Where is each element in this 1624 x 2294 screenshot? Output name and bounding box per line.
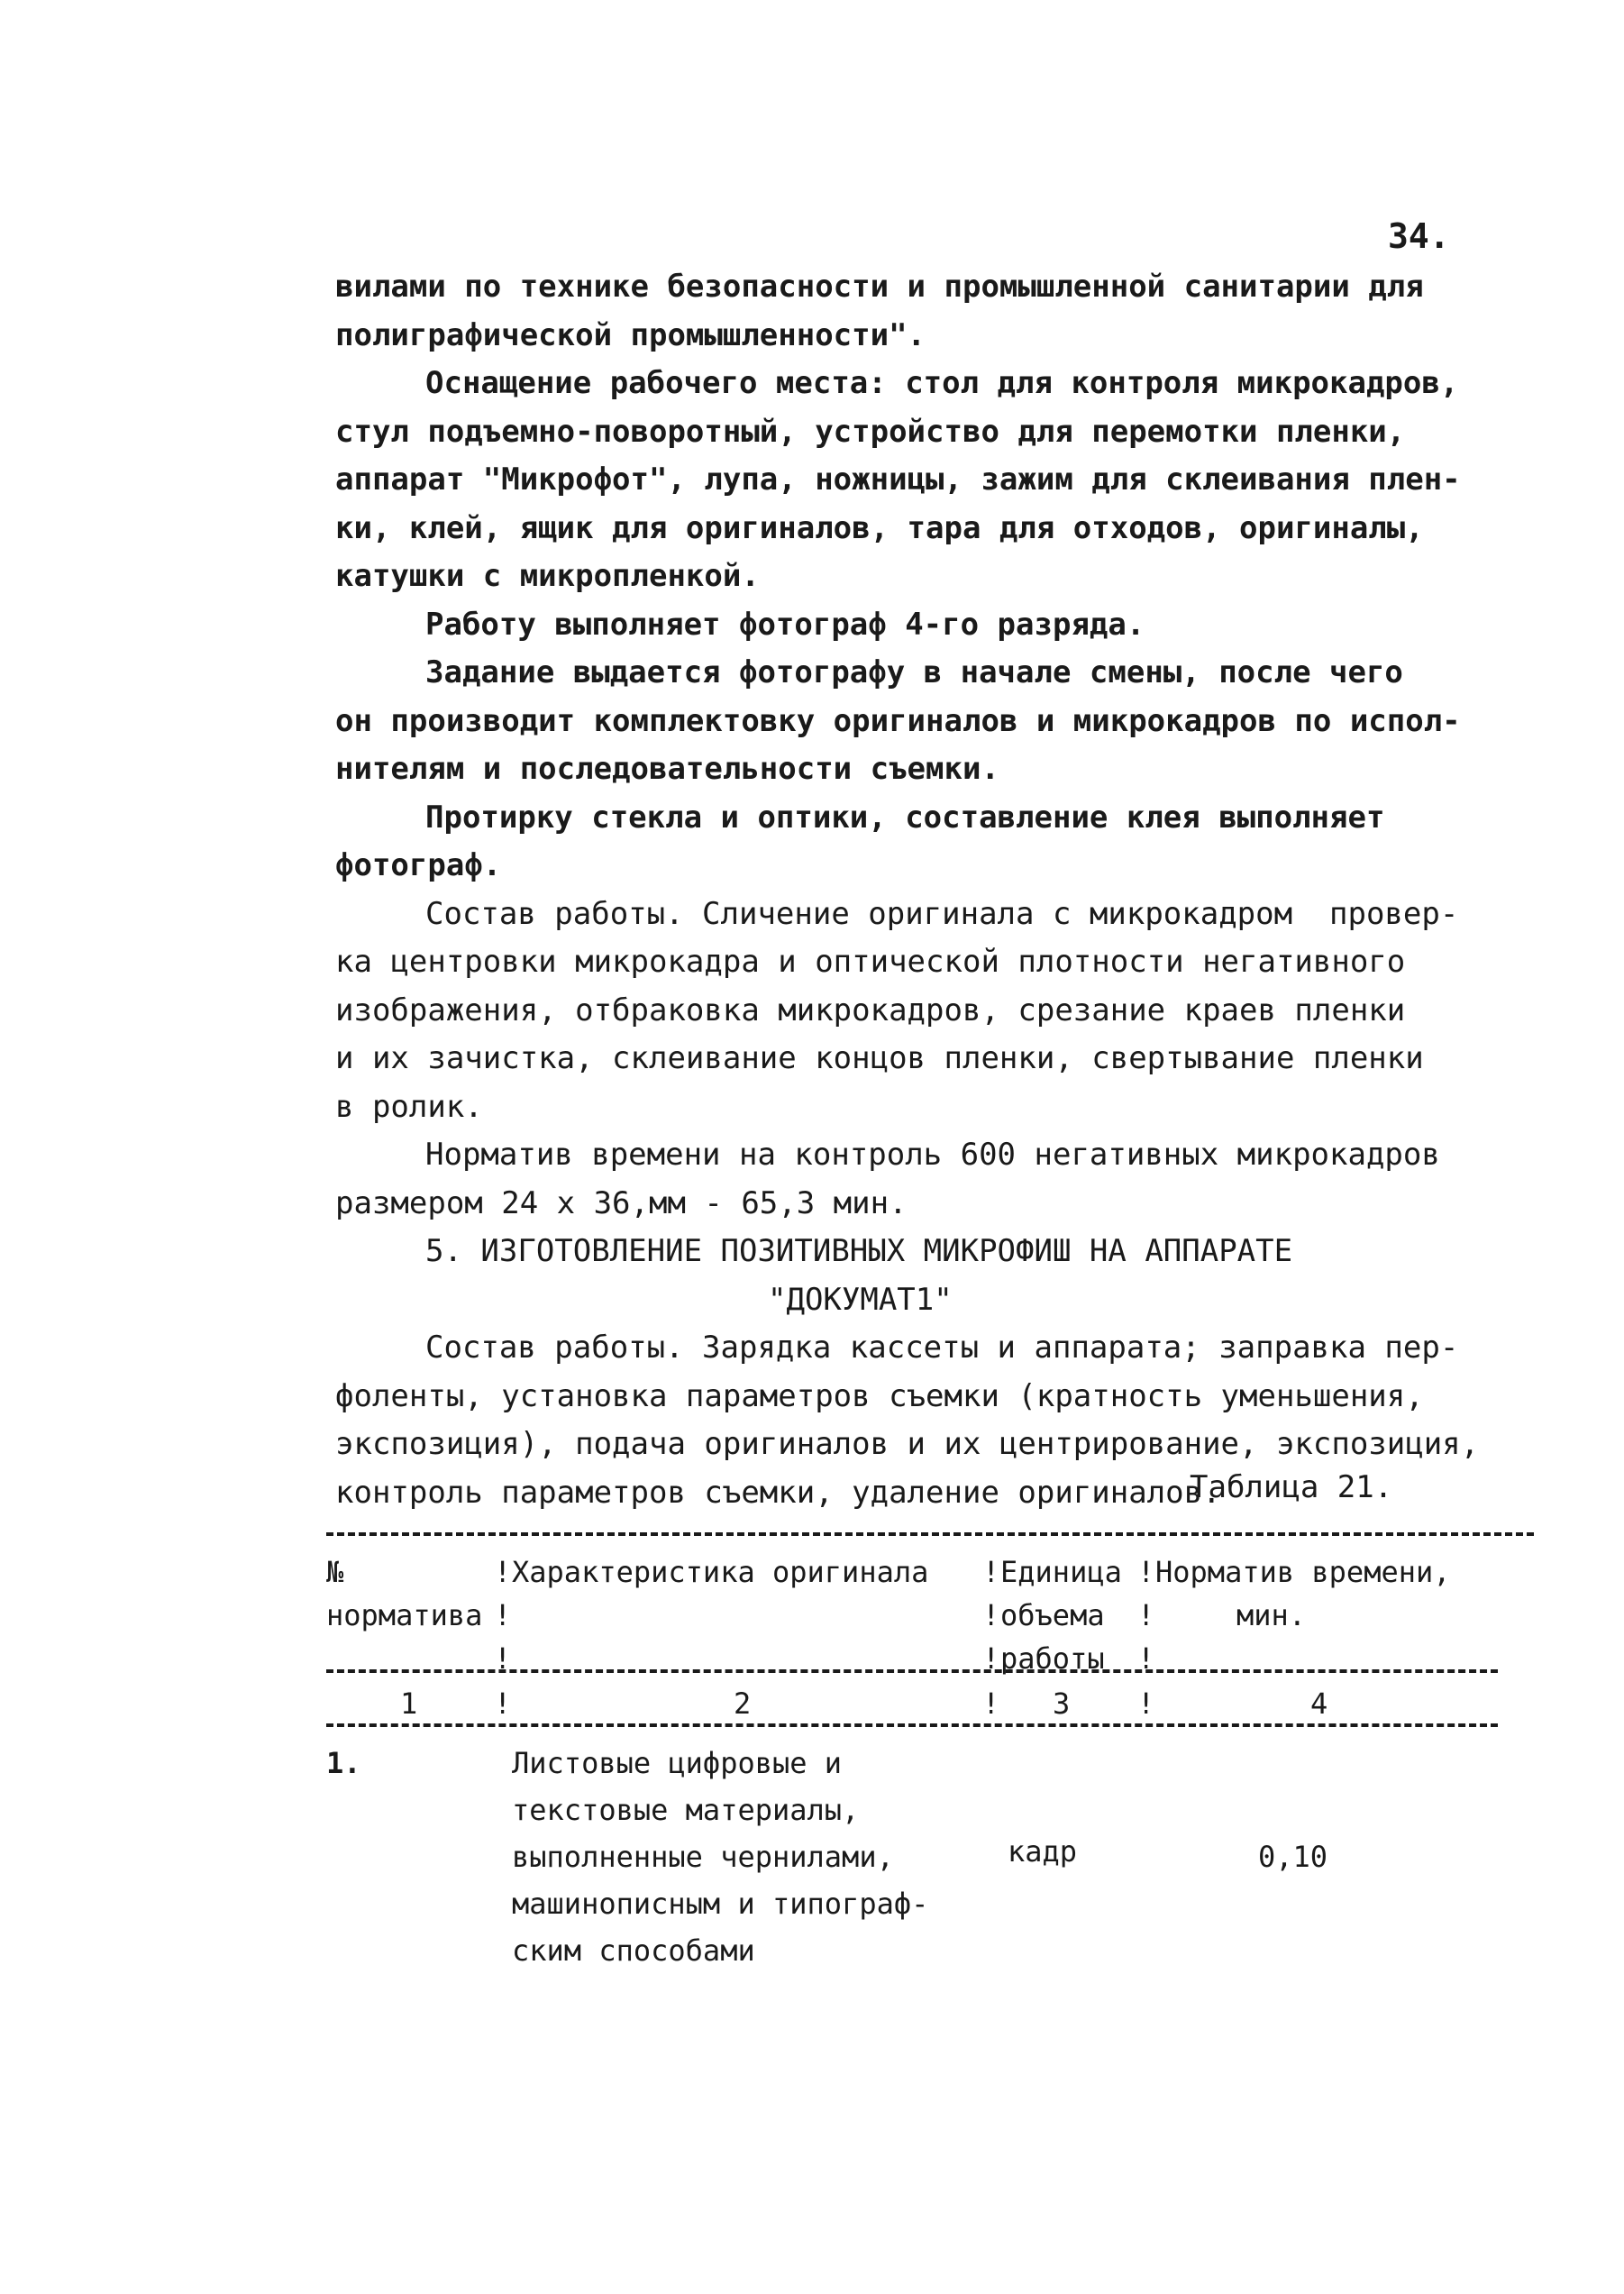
header-bottom-rule: [326, 1669, 1498, 1673]
composition-line: экспозиция), подача оригиналов и их центрирование, экспозиция,: [335, 1426, 1480, 1462]
header-number-label: норматива: [326, 1598, 483, 1632]
paragraph-line: Норматив времени на контроль 600 негативных микрокадров: [425, 1137, 1440, 1173]
paragraph-line: Оснащение рабочего места: стол для контроля микрокадров,: [425, 365, 1459, 401]
paragraph-line: фотограф.: [335, 847, 502, 883]
paragraph-line: аппарат "Микрофот", лупа, ножницы, зажим для склеивания плен-: [335, 462, 1461, 498]
paragraph-line: Работу выполняет фотограф 4-го разряда.: [425, 606, 1145, 643]
paragraph-line: полиграфической промышленности".: [335, 316, 926, 353]
table-label: Таблица 21.: [1190, 1469, 1393, 1505]
section-heading-continued: "ДОКУМАТ1": [768, 1281, 953, 1318]
table-top-rule: [326, 1532, 1534, 1536]
column-divider: !: [494, 1555, 512, 1589]
paragraph-line: нителям и последовательности съемки.: [335, 751, 999, 787]
paragraph-line: размером 24 х 36,мм - 65,3 мин.: [335, 1184, 908, 1221]
column-number: 3: [1053, 1686, 1071, 1721]
paragraph-line: ки, клей, ящик для оригиналов, тара для отходов, оригиналы,: [335, 509, 1424, 546]
column-divider: !: [982, 1641, 1000, 1676]
page-number: 34.: [1388, 216, 1450, 256]
row-description-line: текстовые материалы,: [512, 1793, 860, 1827]
column-divider: !: [982, 1555, 1000, 1589]
column-numbers-rule: [326, 1723, 1498, 1727]
header-unit-line1: Единица: [1000, 1555, 1122, 1589]
paragraph-line: он производит комплектовку оригиналов и микрокадров по испол-: [335, 702, 1461, 739]
column-divider: !: [1137, 1641, 1155, 1676]
paragraph-line: и их зачистка, склеивание концов пленки, свертывание пленки: [335, 1040, 1424, 1076]
column-divider: !: [1137, 1598, 1155, 1632]
column-divider: !: [982, 1686, 1000, 1721]
row-norm-value: 0,10: [1258, 1840, 1328, 1874]
row-number: 1.: [326, 1746, 361, 1780]
column-divider: !: [1137, 1686, 1155, 1721]
row-description-line: машинописным и типограф-: [512, 1887, 929, 1921]
paragraph-line: стул подъемно-поворотный, устройство для перемотки пленки,: [335, 413, 1406, 450]
header-number-symbol: №: [326, 1555, 344, 1589]
header-unit-line2: объема: [1000, 1598, 1105, 1632]
header-norm-line1: Норматив времени,: [1155, 1555, 1451, 1589]
header-characteristic: Характеристика оригинала: [512, 1555, 929, 1589]
paragraph-line: Состав работы. Сличение оригинала с микрокадром провер-: [425, 895, 1459, 932]
column-divider: !: [494, 1641, 512, 1676]
header-norm-line2: мин.: [1236, 1598, 1307, 1632]
composition-line: Состав работы. Зарядка кассеты и аппарата; заправка пер-: [425, 1330, 1459, 1366]
composition-line: фоленты, установка параметров съемки (кратность уменьшения,: [335, 1377, 1424, 1414]
row-unit: кадр: [1008, 1834, 1078, 1869]
column-number: 2: [734, 1686, 752, 1721]
paragraph-line: Протирку стекла и оптики, составление клея выполняет: [425, 799, 1385, 836]
paragraph-line: катушки с микропленкой.: [335, 558, 760, 594]
column-number: 4: [1310, 1686, 1328, 1721]
column-number: 1: [400, 1686, 418, 1721]
body-text: [335, 263, 1525, 1517]
column-divider: !: [982, 1598, 1000, 1632]
paragraph-line: в ролик.: [335, 1088, 483, 1125]
row-description-line: ским способами: [512, 1933, 755, 1968]
composition-line: контроль параметров съемки, удаление оригиналов.: [335, 1474, 1221, 1511]
section-heading: 5. ИЗГОТОВЛЕНИЕ ПОЗИТИВНЫХ МИКРОФИШ НА АППАРАТЕ: [425, 1233, 1293, 1269]
header-unit-line3: работы: [1000, 1641, 1105, 1676]
row-description-line: Листовые цифровые и: [512, 1746, 843, 1780]
column-divider: !: [494, 1686, 512, 1721]
row-description-line: выполненные чернилами,: [512, 1840, 894, 1874]
paragraph-line: ка центровки микрокадра и оптической плотности негативного: [335, 944, 1406, 980]
column-divider: !: [494, 1598, 512, 1632]
paragraph-line: Задание выдается фотографу в начале смены, после чего: [425, 654, 1403, 690]
column-divider: !: [1137, 1555, 1155, 1589]
paragraph-line: вилами по технике безопасности и промышленной санитарии для: [335, 269, 1424, 305]
paragraph-line: изображения, отбраковка микрокадров, срезание краев пленки: [335, 992, 1406, 1028]
